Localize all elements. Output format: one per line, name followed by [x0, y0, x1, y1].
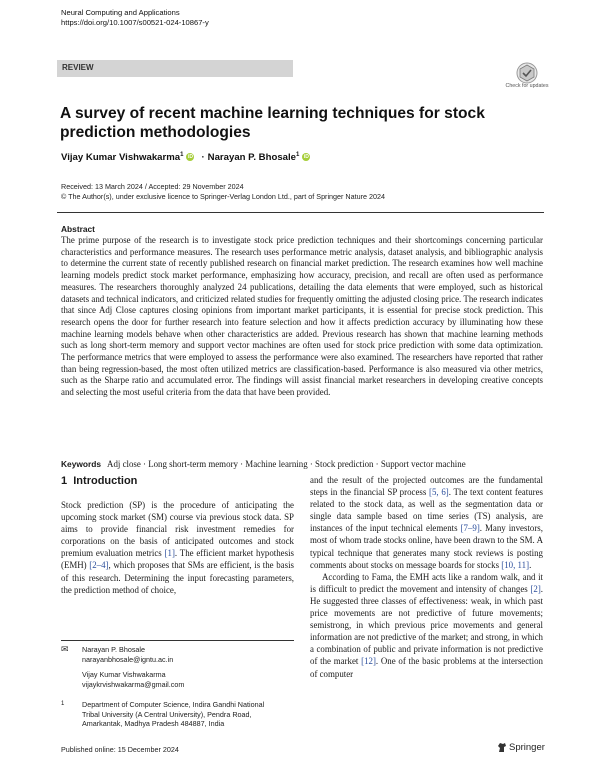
doi-link[interactable]: https://doi.org/10.1007/s00521-024-10867-y	[61, 18, 209, 27]
affiliation	[82, 700, 264, 729]
citation-link[interactable]: [2]	[530, 583, 541, 594]
abstract-top-rule	[57, 212, 544, 213]
orcid-icon[interactable]: iD	[303, 154, 309, 160]
abstract-text: The prime purpose of the research is to investigate stock price prediction techniques and their shortcomings concerning particular characteristics and performance measures. The research uses performance metric analysis, dataset analysis, and bibliographic analysis to determine the current state of recently published research on financial market prediction. The research examines how well machine learning models predict stock market performance, emphasizing how accuracy, precision, and recall are often used as performance measures. The researchers thoroughly analyzed 24 publications, detailing the data elements that were employed, such as historical datasets and technical indicators, and criticized related studies for frequently omitting the adjusted closing price. The research indicates that since Adj Close captures closing opinions from important market participants, it is essential for precise stock prediction. This research opens the door for further research into feature selection and how it affects prediction accuracy by illuminating how these machine learning models behave when other characteristics are added. Previous research has shown that machine learning methods such as long short-term memory and support vector machines are often used for stock price prediction with some data optimization. The performance metrics that were employed to assess the performance were also examined. The researchers have reported that rather than being regression-based, the most often utilized metrics are classification-based. Performance is also measured via other metrics, such as the Sharpe ratio and accumulated error. The findings will assist financial market researchers in developing creative concepts and selecting the most useful criteria from the data that have been provided.	[61, 235, 543, 398]
author-name: Narayan P. Bhosale	[207, 152, 296, 163]
citation-link[interactable]: [7–9]	[460, 523, 480, 534]
author-affil-marker: 1	[180, 152, 184, 158]
paragraph: Stock prediction (SP) is the procedure of anticipating the upcoming stock market (SM) course via previous stock data. SP aims to provide financial risk investment remedies for corporations on the basis of anticipated outcomes and stock premium evaluation metrics [1]. The efficient market hypothesis (EMH) [2–4], which proposes that SMs are efficient, is the basis of this research. Determining the input forecasting parameters, the prediction method of choice,	[61, 500, 294, 595]
affiliation-line: Tribal University (A Central University), Pendra Road,	[82, 709, 252, 719]
affiliation-number: 1	[61, 701, 65, 707]
section-number: 1	[61, 475, 68, 487]
published-date: Published online: 15 December 2024	[61, 745, 179, 754]
abstract-heading: Abstract	[61, 224, 95, 234]
keywords-list: Adj close · Long short-term memory · Machine learning · Stock prediction · Support vector machine	[107, 459, 466, 469]
section-heading	[61, 475, 137, 487]
affiliation-line: Amarkantak, Madhya Pradesh 484887, India	[82, 719, 225, 728]
article-type-label: REVIEW	[62, 63, 94, 72]
publisher-logo	[497, 742, 545, 753]
check-for-updates-label: Check for updates	[505, 83, 549, 89]
left-column	[61, 499, 294, 596]
keywords-line	[61, 459, 543, 470]
copyright-line: © The Author(s), under exclusive licence to Springer-Verlag London Ltd., part of Springer Nature 2024	[61, 192, 385, 201]
corresponding-name: Narayan P. Bhosale	[82, 645, 145, 654]
coauthor-name: Vijay Kumar Vishwakarma	[82, 670, 166, 679]
citation-link[interactable]: [12]	[361, 656, 376, 667]
publisher-name: Springer	[509, 742, 545, 753]
coauthor-email[interactable]: vijaykrvishwakarma@gmail.com	[82, 679, 185, 689]
keywords-label: Keywords	[61, 459, 102, 469]
author-affil-marker: 1	[296, 152, 300, 158]
right-column	[310, 474, 543, 680]
journal-name: Neural Computing and Applications	[61, 8, 180, 17]
coauthor-contact	[82, 670, 184, 689]
author-separator: ·	[201, 152, 205, 163]
affiliation-line: Department of Computer Science, Indira Gandhi National	[82, 700, 265, 709]
section-title: Introduction	[73, 475, 138, 487]
check-for-updates-icon[interactable]	[509, 61, 545, 97]
citation-link[interactable]: [10, 11]	[501, 559, 530, 570]
citation-link[interactable]: [2–4]	[89, 560, 109, 571]
corresponding-email[interactable]: narayanbhosale@igntu.ac.in	[82, 654, 174, 664]
orcid-icon[interactable]: iD	[187, 154, 193, 160]
corresponding-author	[82, 645, 173, 664]
footnote-rule	[61, 640, 294, 641]
envelope-icon: ✉	[61, 645, 69, 655]
article-title: A survey of recent machine learning techniques for stock prediction methodologies	[60, 105, 485, 141]
citation-link[interactable]: [1]	[164, 548, 175, 559]
citation-link[interactable]: [5, 6]	[429, 487, 449, 498]
author-list	[61, 152, 314, 163]
springer-horse-icon	[497, 742, 507, 753]
received-dates: Received: 13 March 2024 / Accepted: 29 November 2024	[61, 182, 244, 191]
paragraph: and the result of the projected outcomes are the fundamental steps in the financial SP process [5, 6]. The text content features related to the stock data, as well as the segmentation data or single data sample based on time series (TS) analysis, are instances of the input technical elements [7–9]. Many investors, most of whom trade stocks online, have been drawn to the SM. A typical technique that generates many stock reviews is posting comments about stocks on message boards for stocks [10, 11].	[310, 475, 543, 570]
author-name: Vijay Kumar Vishwakarma	[61, 152, 181, 163]
paragraph: According to Fama, the EMH acts like a random walk, and it is difficult to predict the movement and intensity of changes [2]. He suggested three classes of effectiveness: weak, in which past price movements are not predictive of future movements; semistrong, in which previous price movements and general information are not predictive of the market; and strong, in which a combination of public and private information is not predictive of the market [12]. One of the basic problems at the intersection of computer	[310, 571, 543, 679]
